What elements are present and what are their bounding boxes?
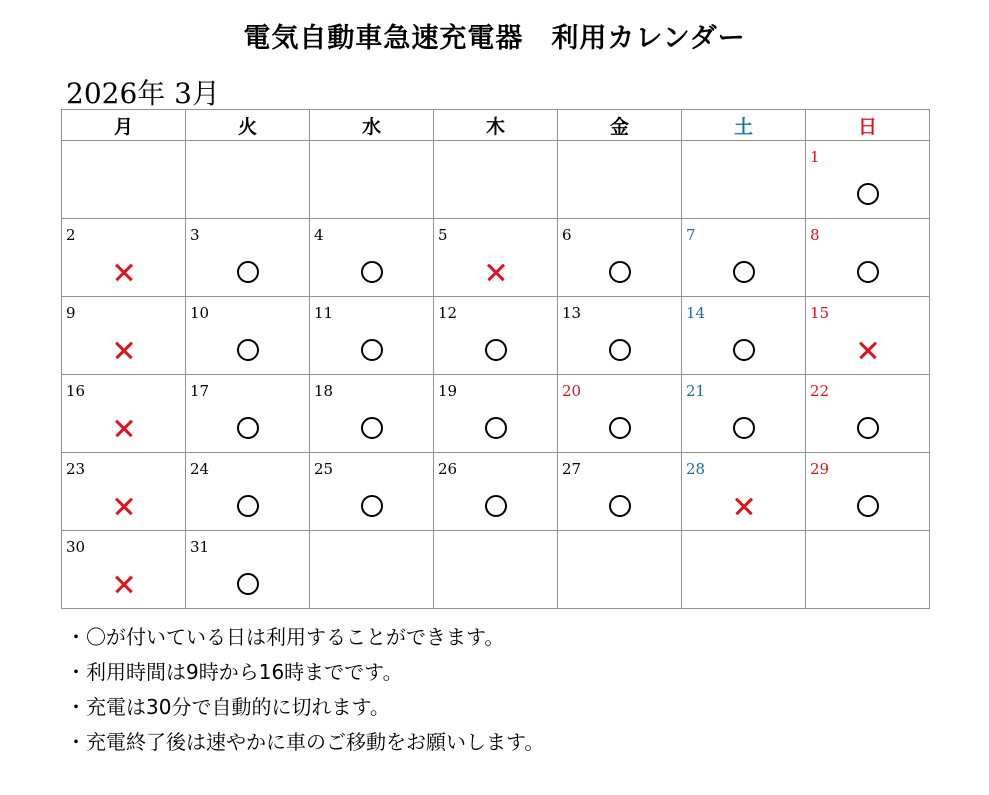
calendar-empty-cell xyxy=(186,141,310,219)
calendar-table xyxy=(61,109,930,609)
calendar-day-cell xyxy=(434,375,558,453)
day-number: 15 xyxy=(810,304,830,322)
availability-mark xyxy=(62,573,185,598)
weekday-header-thu: 木 xyxy=(434,110,558,141)
circle-icon xyxy=(857,417,879,439)
cross-icon xyxy=(113,495,135,517)
note-item: ・〇が付いている日は利用することができます。 xyxy=(66,625,505,649)
weekday-header-row xyxy=(62,110,930,141)
day-number: 22 xyxy=(810,382,830,400)
circle-icon xyxy=(857,183,879,205)
day-number: 4 xyxy=(314,226,324,244)
availability-mark xyxy=(62,417,185,442)
calendar-day-cell xyxy=(310,375,434,453)
calendar-day-cell xyxy=(186,375,310,453)
calendar-day-cell xyxy=(434,297,558,375)
calendar-day-cell xyxy=(434,219,558,297)
calendar-day-cell xyxy=(186,531,310,609)
availability-mark xyxy=(682,417,805,442)
circle-icon xyxy=(857,495,879,517)
availability-mark xyxy=(434,417,557,442)
availability-mark xyxy=(434,261,557,286)
calendar-week-row xyxy=(62,297,930,375)
circle-icon xyxy=(609,495,631,517)
availability-mark xyxy=(558,261,681,286)
calendar-day-cell xyxy=(806,453,930,531)
weekday-header-wed: 水 xyxy=(310,110,434,141)
day-number: 30 xyxy=(66,538,86,556)
circle-icon xyxy=(485,495,507,517)
calendar-day-cell xyxy=(558,297,682,375)
day-number: 21 xyxy=(686,382,706,400)
note-item: ・充電終了後は速やかに車のご移動をお願いします。 xyxy=(66,730,545,754)
calendar-day-cell xyxy=(62,297,186,375)
usage-notes xyxy=(66,620,544,760)
availability-mark xyxy=(310,339,433,364)
calendar-day-cell xyxy=(682,453,806,531)
calendar-day-cell xyxy=(186,297,310,375)
day-number: 25 xyxy=(314,460,334,478)
availability-mark xyxy=(434,495,557,520)
circle-icon xyxy=(361,339,383,361)
circle-icon xyxy=(237,261,259,283)
note-item: ・充電は30分で自動的に切れます。 xyxy=(66,695,390,719)
cross-icon xyxy=(857,339,879,361)
circle-icon xyxy=(361,417,383,439)
day-number: 26 xyxy=(438,460,458,478)
day-number: 27 xyxy=(562,460,582,478)
weekday-header-fri: 金 xyxy=(558,110,682,141)
availability-mark xyxy=(310,261,433,286)
availability-mark xyxy=(806,417,929,442)
availability-mark xyxy=(310,495,433,520)
day-number: 12 xyxy=(438,304,458,322)
cross-icon xyxy=(113,417,135,439)
availability-mark xyxy=(558,417,681,442)
note-item: ・利用時間は9時から16時までです。 xyxy=(66,660,403,684)
calendar-day-cell xyxy=(682,297,806,375)
day-number: 9 xyxy=(66,304,76,322)
calendar-day-cell xyxy=(806,375,930,453)
availability-mark xyxy=(186,495,309,520)
calendar-day-cell xyxy=(806,297,930,375)
calendar-day-cell xyxy=(186,219,310,297)
availability-mark xyxy=(62,495,185,520)
calendar-empty-cell xyxy=(434,531,558,609)
calendar-day-cell xyxy=(62,375,186,453)
calendar-empty-cell xyxy=(682,141,806,219)
availability-mark xyxy=(558,495,681,520)
circle-icon xyxy=(361,261,383,283)
availability-mark xyxy=(682,261,805,286)
availability-mark xyxy=(682,495,805,520)
weekday-header-sat: 土 xyxy=(682,110,806,141)
calendar-week-row xyxy=(62,531,930,609)
calendar-day-cell xyxy=(682,375,806,453)
weekday-header-sun: 日 xyxy=(806,110,930,141)
availability-mark xyxy=(186,573,309,598)
day-number: 23 xyxy=(66,460,86,478)
availability-mark xyxy=(806,339,929,364)
circle-icon xyxy=(609,261,631,283)
calendar-day-cell xyxy=(62,531,186,609)
day-number: 10 xyxy=(190,304,210,322)
cross-icon xyxy=(113,261,135,283)
day-number: 29 xyxy=(810,460,830,478)
cross-icon xyxy=(113,339,135,361)
day-number: 6 xyxy=(562,226,572,244)
circle-icon xyxy=(237,573,259,595)
day-number: 20 xyxy=(562,382,582,400)
calendar-week-row xyxy=(62,219,930,297)
weekday-header-tue: 火 xyxy=(186,110,310,141)
day-number: 19 xyxy=(438,382,458,400)
day-number: 31 xyxy=(190,538,210,556)
availability-mark xyxy=(186,339,309,364)
availability-mark xyxy=(310,417,433,442)
calendar-week-row xyxy=(62,141,930,219)
calendar-day-cell xyxy=(558,375,682,453)
cross-icon xyxy=(485,261,507,283)
calendar-day-cell xyxy=(434,453,558,531)
availability-mark xyxy=(62,339,185,364)
availability-mark xyxy=(186,417,309,442)
day-number: 24 xyxy=(190,460,210,478)
calendar-day-cell xyxy=(682,219,806,297)
page-title: 電気自動車急速充電器 利用カレンダー xyxy=(243,23,746,54)
calendar-empty-cell xyxy=(682,531,806,609)
calendar-day-cell xyxy=(806,141,930,219)
calendar-day-cell xyxy=(558,453,682,531)
calendar-empty-cell xyxy=(558,141,682,219)
day-number: 2 xyxy=(66,226,76,244)
calendar-day-cell xyxy=(310,453,434,531)
calendar-empty-cell xyxy=(310,141,434,219)
circle-icon xyxy=(361,495,383,517)
day-number: 13 xyxy=(562,304,582,322)
availability-mark xyxy=(186,261,309,286)
circle-icon xyxy=(237,495,259,517)
day-number: 7 xyxy=(686,226,696,244)
circle-icon xyxy=(733,417,755,439)
calendar-empty-cell xyxy=(62,141,186,219)
weekday-header-mon: 月 xyxy=(62,110,186,141)
cross-icon xyxy=(733,495,755,517)
day-number: 8 xyxy=(810,226,820,244)
day-number: 1 xyxy=(810,148,820,166)
circle-icon xyxy=(733,339,755,361)
availability-mark xyxy=(558,339,681,364)
circle-icon xyxy=(485,417,507,439)
calendar-day-cell xyxy=(558,219,682,297)
circle-icon xyxy=(609,417,631,439)
calendar-day-cell xyxy=(186,453,310,531)
calendar-week-row xyxy=(62,453,930,531)
circle-icon xyxy=(857,261,879,283)
day-number: 14 xyxy=(686,304,706,322)
calendar-week-row xyxy=(62,375,930,453)
cross-icon xyxy=(113,573,135,595)
calendar-day-cell xyxy=(310,219,434,297)
circle-icon xyxy=(237,339,259,361)
day-number: 5 xyxy=(438,226,448,244)
day-number: 17 xyxy=(190,382,210,400)
calendar-empty-cell xyxy=(310,531,434,609)
calendar-day-cell xyxy=(310,297,434,375)
calendar-empty-cell xyxy=(806,531,930,609)
calendar-day-cell xyxy=(62,219,186,297)
calendar-body xyxy=(62,141,930,609)
availability-mark xyxy=(806,261,929,286)
month-label: 2026年 3月 xyxy=(66,77,220,110)
availability-mark xyxy=(434,339,557,364)
calendar-day-cell xyxy=(62,453,186,531)
availability-mark xyxy=(62,261,185,286)
day-number: 3 xyxy=(190,226,200,244)
day-number: 11 xyxy=(314,304,334,322)
day-number: 16 xyxy=(66,382,86,400)
availability-mark xyxy=(682,339,805,364)
circle-icon xyxy=(237,417,259,439)
availability-mark xyxy=(806,495,929,520)
circle-icon xyxy=(485,339,507,361)
circle-icon xyxy=(609,339,631,361)
availability-mark xyxy=(806,183,929,208)
day-number: 28 xyxy=(686,460,706,478)
calendar-day-cell xyxy=(806,219,930,297)
calendar-empty-cell xyxy=(558,531,682,609)
calendar-empty-cell xyxy=(434,141,558,219)
circle-icon xyxy=(733,261,755,283)
day-number: 18 xyxy=(314,382,334,400)
